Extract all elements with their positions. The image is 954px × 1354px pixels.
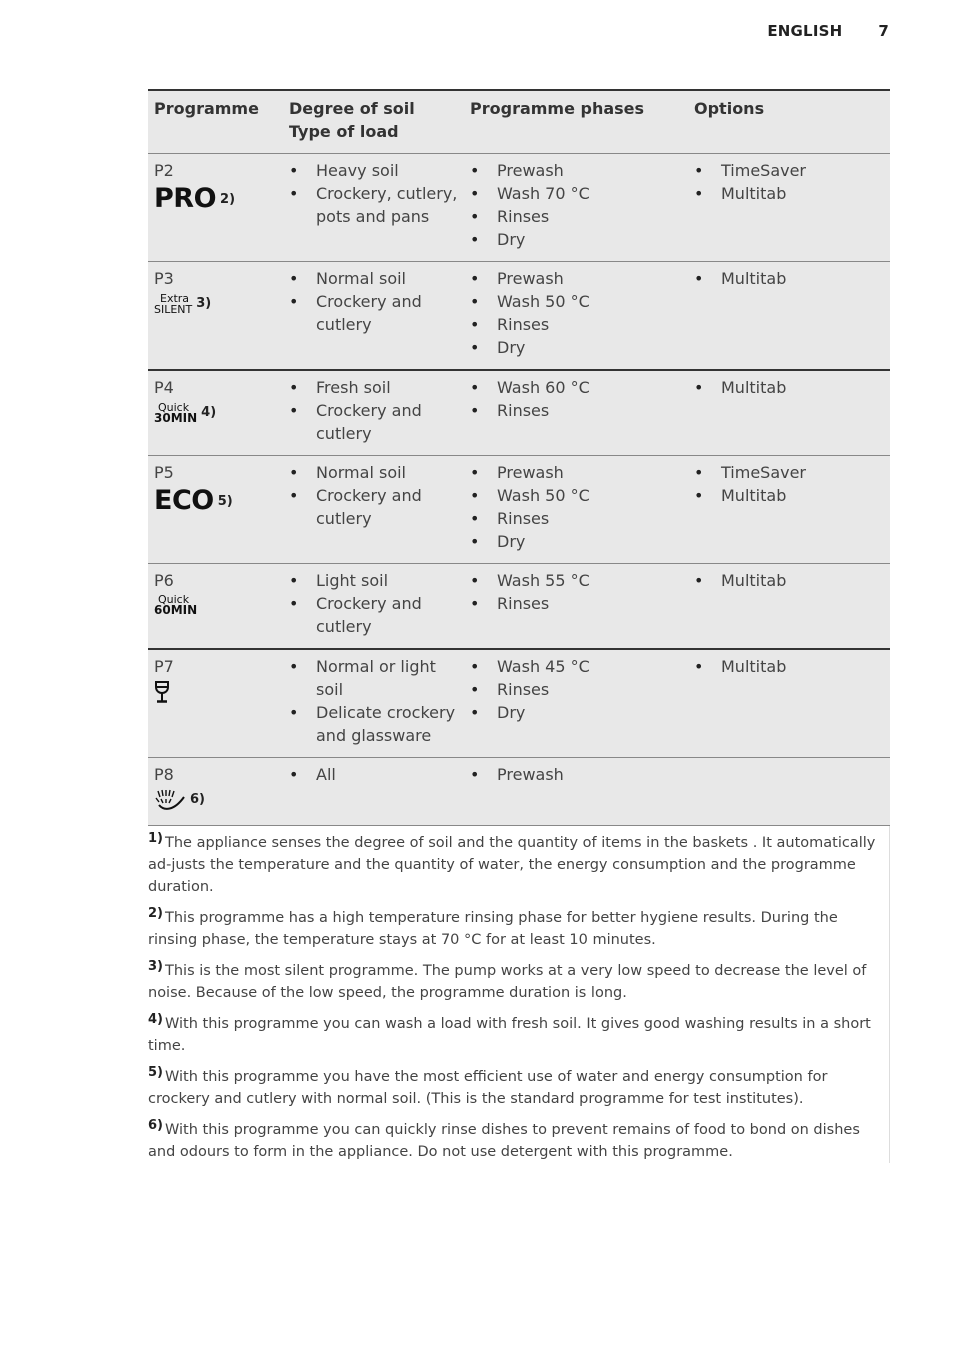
list-item: • Normal soil [289,267,458,290]
language-label: ENGLISH [767,22,843,40]
page-number: 7 [878,22,889,40]
footnote-ref: 5) [217,493,233,509]
list-item: • Dry [470,701,682,724]
list-item: • Prewash [470,159,682,182]
programme-cell [148,370,283,456]
programme-code: P5 [154,463,174,482]
soil-cell [283,154,464,262]
list-item: • Prewash [470,461,682,484]
table-row [148,758,890,826]
list-item: • Multitab [694,376,884,399]
list-item: • Crockery and cutlery [289,484,458,530]
list-item: • Prewash [470,763,682,786]
footnote: $^{4)}$ With this programme you can wash a load with fresh soil. It gives good washing results in a short time. [148,1012,871,1054]
programme-symbol [154,292,277,315]
programme-symbol [154,680,277,704]
list-item: • Rinses [470,592,682,615]
col-programme: Programme [154,99,259,118]
list-item: • Crockery and cutlery [289,592,458,638]
programme-code: P3 [154,269,174,288]
table-row [148,649,890,758]
soil-cell [283,649,464,758]
table-row [148,262,890,371]
col-soil-line2: Type of load [289,122,399,141]
list-item: • Dry [470,336,682,359]
soil-cell [283,564,464,650]
phases-cell [464,262,688,371]
quick-30min-symbol: Quick 30MIN [154,400,198,425]
footnote-ref: 3) [196,296,212,311]
list-item: • Wash 55 °C [470,569,682,592]
list-item: • Wash 50 °C [470,484,682,507]
footnote: $^{5)}$ With this programme you have the most efficient use of water and energy consumption for crockery and cutlery with normal soil. (This is the standard programme for test institutes). [148,1065,828,1107]
list-item: • Crockery and cutlery [289,399,458,445]
options-cell [688,758,890,826]
programme-table-wrap [148,89,890,1168]
footnote: $^{3)}$ This is the most silent programme. The pump works at a very low speed to decrease the level of noise. Because of the low speed, the programme duration is long. [148,959,867,1001]
list-item: • Heavy soil [289,159,458,182]
list-item: • TimeSaver [694,159,884,182]
list-item: • Crockery and cutlery [289,290,458,336]
list-item: • Delicate crockery and glassware [289,701,458,747]
list-item: • Rinses [470,678,682,701]
list-item: • Fresh soil [289,376,458,399]
footnote-ref: 6) [190,792,205,807]
footnote: $^{1)}$ The appliance senses the degree of soil and the quantity of items in the baskets . It automatically ad-justs the temperature and the quantity of water, the energy consumption and the programme duration. [148,831,876,895]
footnote: $^{6)}$ With this programme you can quickly rinse dishes to prevent remains of food to bond on dishes and odours to form in the appliance. Do not use detergent with this programme. [148,1118,860,1160]
footnotes [148,826,890,1163]
footnote: $^{2)}$ This programme has a high temperature rinsing phase for better hygiene results. During the rinsing phase, the temperature stays at 70 °C for at least 10 minutes. [148,906,838,948]
programme-code: P2 [154,161,174,180]
col-soil-line1: Degree of soil [289,99,415,118]
programme-cell [148,649,283,758]
programme-cell [148,262,283,371]
footnote-ref: 4) [201,405,217,420]
phases-cell [464,758,688,826]
col-soil [283,90,464,154]
table-row [148,456,890,564]
phases-cell [464,564,688,650]
list-item: • Rinses [470,205,682,228]
list-item: • Wash 60 °C [470,376,682,399]
programme-cell [148,154,283,262]
list-item: • Prewash [470,267,682,290]
table-row [148,370,890,456]
programme-cell [148,564,283,650]
list-item: • Rinses [470,507,682,530]
list-item: • Crockery, cutlery, pots and pans [289,182,458,228]
page-header [767,22,889,40]
col-phases: Programme phases [470,99,645,118]
table-header-row [148,90,890,154]
list-item: • Normal or light soil [289,655,458,701]
programme-symbol [154,594,277,616]
eco-symbol: ECO [154,485,214,516]
rinse-shower-icon [154,789,186,811]
programme-table [148,89,890,826]
options-cell [688,456,890,564]
col-options: Options [694,99,765,118]
quick-60min-symbol: Quick 60MIN [154,593,198,617]
list-item: • Rinses [470,313,682,336]
extra-silent-symbol: Extra SILENT [154,291,193,316]
list-item: • Light soil [289,569,458,592]
footnote-ref: 2) [220,191,236,207]
options-cell [688,370,890,456]
programme-code: P8 [154,765,174,784]
list-item: • Multitab [694,267,884,290]
options-cell [688,262,890,371]
options-cell [688,649,890,758]
list-item: • Wash 70 °C [470,182,682,205]
list-item: • Wash 45 °C [470,655,682,678]
soil-cell [283,758,464,826]
list-item: • Normal soil [289,461,458,484]
options-cell [688,564,890,650]
programme-code: P4 [154,378,174,397]
table-row [148,564,890,650]
pro-symbol: PRO [154,183,217,214]
programme-code: P7 [154,657,174,676]
options-cell [688,154,890,262]
list-item: • Multitab [694,655,884,678]
soil-cell [283,262,464,371]
phases-cell [464,456,688,564]
list-item: • Dry [470,530,682,553]
soil-cell [283,370,464,456]
programme-symbol [154,401,277,424]
programme-symbol [154,788,277,811]
soil-cell [283,456,464,564]
phases-cell [464,649,688,758]
list-item: • Rinses [470,399,682,422]
wine-glass-icon [154,680,170,704]
list-item: • TimeSaver [694,461,884,484]
list-item: • All [289,763,458,786]
list-item: • Wash 50 °C [470,290,682,313]
list-item: • Multitab [694,569,884,592]
programme-symbol [154,486,277,516]
table-row [148,154,890,262]
list-item: • Multitab [694,484,884,507]
list-item: • Dry [470,228,682,251]
phases-cell [464,154,688,262]
phases-cell [464,370,688,456]
programme-symbol [154,184,277,214]
programme-code: P6 [154,571,174,590]
programme-cell [148,758,283,826]
programme-cell [148,456,283,564]
list-item: • Multitab [694,182,884,205]
